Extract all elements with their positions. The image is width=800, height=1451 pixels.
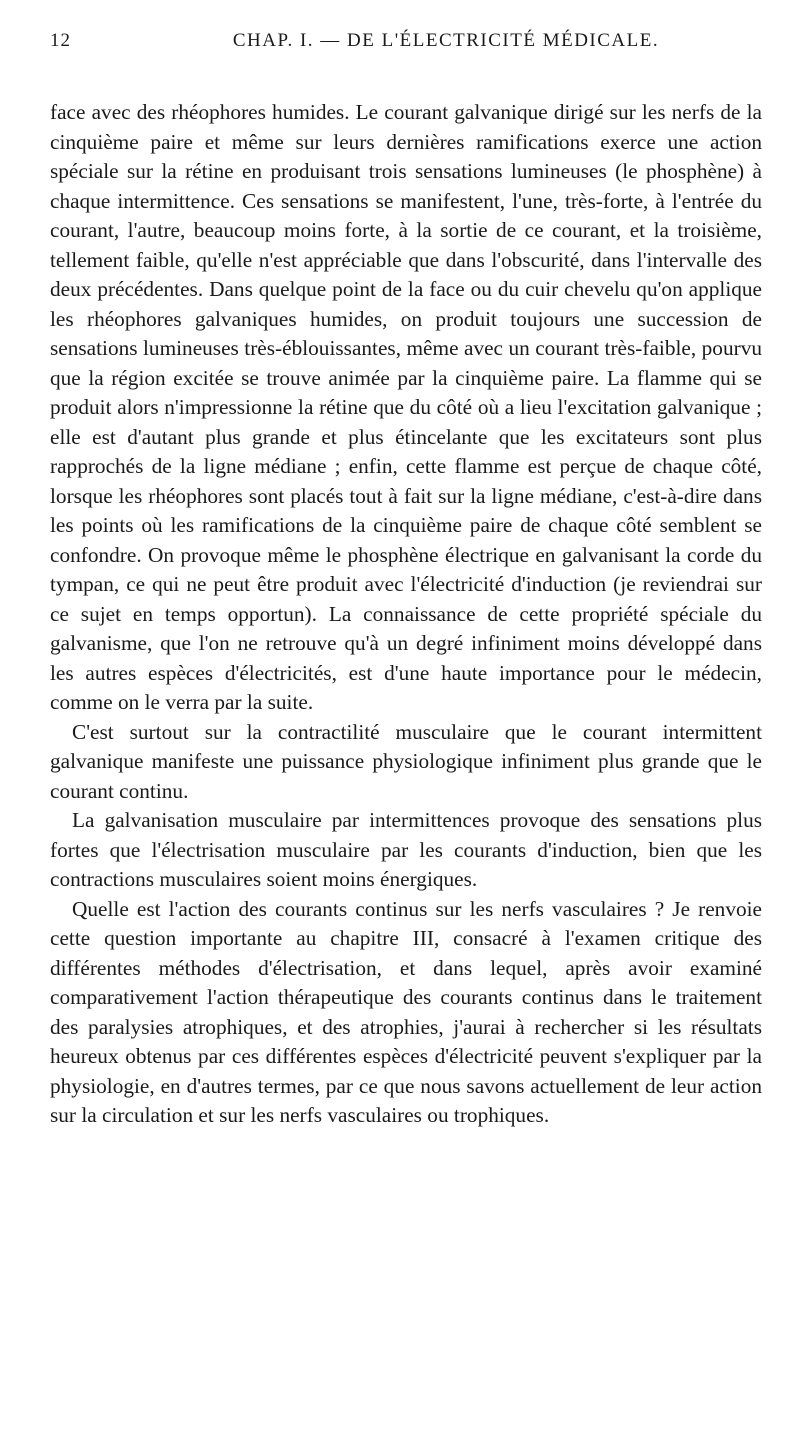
running-head xyxy=(50,30,762,70)
paragraph: face avec des rhéophores humides. Le courant galvanique dirigé sur les nerfs de la cinquième paire et même sur leurs dernières ramifications exerce une action spéciale sur la rétine en produisant trois sensations lumineuses (le phosphène) à chaque intermittence. Ces sensations se manifestent, l'une, très-forte, à l'entrée du courant, l'autre, beaucoup moins forte, à la sortie de ce courant, et la troisième, tellement faible, qu'elle n'est appréciable que dans l'obscurité, dans l'intervalle des deux précédentes. Dans quelque point de la face ou du cuir chevelu qu'on applique les rhéophores galvaniques humides, on produit toujours une succession de sensations lumineuses très-éblouissantes, même avec un courant très-faible, pourvu que la région excitée se trouve animée par la cinquième paire. La flamme qui se produit alors n'impressionne la rétine que du côté où a lieu l'excitation galvanique ; elle est d'autant plus grande et plus étincelante que les excitateurs sont plus rapprochés de la ligne médiane ; enfin, cette flamme est perçue de chaque côté, lorsque les rhéophores sont placés tout à fait sur la ligne médiane, c'est-à-dire dans les points où les ramifications de la cinquième paire de chaque côté semblent se confondre. On provoque même le phosphène électrique en galvanisant la corde du tympan, ce qui ne peut être produit avec l'électricité d'induction (je reviendrai sur ce sujet en temps opportun). La connaissance de cette propriété spéciale du galvanisme, que l'on ne retrouve qu'à un degré infiniment moins développé dans les autres espèces d'électricités, est d'une haute importance pour le médecin, comme on le verra par la suite. xyxy=(50,100,762,714)
running-title: CHAP. I. — DE L'ÉLECTRICITÉ MÉDICALE. xyxy=(232,30,660,51)
paragraph: C'est surtout sur la contractilité musculaire que le courant intermittent galvanique manifeste une puissance physiologique infiniment plus grande que le courant continu. xyxy=(50,719,762,803)
paragraph: La galvanisation musculaire par intermittences provoque des sensations plus fortes que l'électrisation musculaire par les courants d'induction, bien que les contractions musculaires soient moins énergiques. xyxy=(50,808,762,891)
page-number: 12 xyxy=(50,30,71,51)
paragraph: Quelle est l'action des courants continus sur les nerfs vasculaires ? Je renvoie cette question importante au chapitre III, consacré à l'examen critique des différentes méthodes d'électrisation, et dans lequel, après avoir examiné comparativement l'action thérapeutique des courants continus dans le traitement des paralysies atrophiques, et des atrophies, j'aurai à rechercher si les résultats heureux obtenus par ces différentes espèces d'électricité peuvent s'expliquer par la physiologie, en d'autres termes, par ce que nous savons actuellement de leur action sur la circulation et sur les nerfs vasculaires ou trophiques. xyxy=(50,896,762,1127)
book-page xyxy=(50,30,762,1131)
body-text xyxy=(50,98,762,1131)
